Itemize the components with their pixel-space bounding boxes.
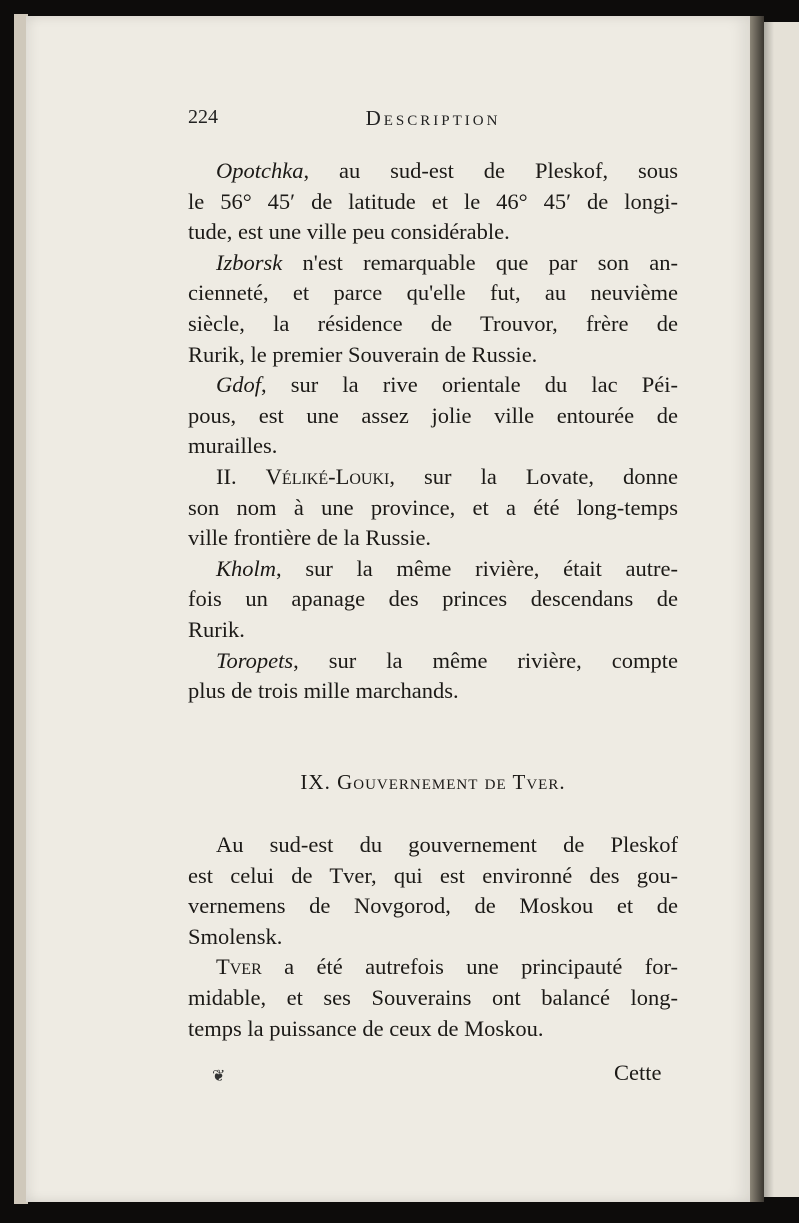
text-segment: vernemens de Novgorod, de Moskou et de	[188, 893, 678, 919]
text-segment: Au sud-est du gouvernement de Pleskof	[216, 832, 678, 857]
text-line	[188, 952, 678, 982]
page-gutter	[750, 16, 764, 1202]
text-line	[188, 983, 678, 1013]
text-line	[188, 156, 678, 186]
place-name: Toropets	[216, 647, 294, 673]
text-segment: plus de trois mille marchands.	[188, 678, 459, 704]
place-name: Gdof	[216, 372, 261, 398]
text-segment: n'est remarquable que par son an-	[282, 249, 678, 275]
text-segment: a été autrefois une principauté for-	[261, 954, 678, 980]
text-segment: Smolensk.	[188, 923, 283, 949]
text-segment: fois un apanage des princes descendans de	[188, 586, 678, 612]
text-segment: est celui de Tver, qui est environné des gou-	[188, 862, 678, 888]
printer-mark: ❦	[212, 1068, 226, 1085]
text-segment: , sur la Lovate, donne	[389, 464, 678, 489]
running-title: Description	[365, 106, 501, 130]
text-line	[188, 615, 678, 645]
place-name-smallcaps: Véliké-Louki	[265, 464, 390, 489]
facing-page-shadow	[764, 22, 774, 1197]
text-segment: temps la puissance de ceux de Moskou.	[188, 1015, 544, 1041]
page-number: 224	[188, 106, 218, 128]
text-segment: II.	[216, 464, 266, 489]
text-segment: ville frontière de la Russie.	[188, 525, 432, 551]
text-line	[188, 523, 678, 553]
text-segment: siècle, la résidence de Trouvor, frère de	[188, 311, 678, 336]
text-line	[188, 1014, 678, 1044]
text-segment: , au sud-est de Pleskof, sous	[303, 158, 678, 183]
section-heading: IX. Gouvernement de Tver.	[300, 770, 566, 794]
text-segment: le 56° 45′ de latitude et le 46° 45′ de longi-	[188, 188, 678, 214]
text-segment: pous, est une assez jolie ville entourée de	[188, 402, 678, 428]
text-line	[188, 891, 678, 921]
text-line	[188, 584, 678, 614]
text-segment: murailles.	[188, 433, 278, 459]
text-segment: , sur la même rivière, compte	[293, 647, 678, 673]
place-name: Izborsk	[216, 249, 283, 275]
text-line	[188, 830, 678, 860]
place-name: Opotchka	[216, 158, 304, 183]
text-segment: Rurik, le premier Souverain de Russie.	[188, 341, 538, 367]
text-line	[188, 401, 678, 431]
text-line	[188, 676, 678, 706]
text-line	[188, 554, 678, 584]
text-segment: , sur la même rivière, était autre-	[276, 555, 678, 581]
running-head	[188, 106, 678, 136]
text-segment: Rurik.	[188, 617, 245, 642]
text-segment: tude, est une ville peu considérable.	[188, 219, 510, 245]
place-name-smallcaps: Tver	[216, 954, 262, 980]
text-line	[188, 217, 678, 247]
text-line	[188, 187, 678, 217]
place-name: Kholm	[216, 555, 277, 581]
text-segment: , sur la rive orientale du lac Péi-	[261, 372, 678, 398]
text-line	[188, 646, 678, 676]
text-segment: midable, et ses Souverains ont balancé long-	[188, 985, 678, 1010]
text-line	[188, 462, 678, 492]
catchword: Cette	[614, 1060, 662, 1085]
text-line	[188, 248, 678, 278]
text-line	[188, 431, 678, 461]
text-line	[188, 493, 678, 523]
text-segment: son nom à une province, et a été long-temps	[188, 494, 678, 520]
text-line	[188, 922, 678, 952]
text-line	[188, 340, 678, 370]
text-line	[188, 309, 678, 339]
text-line	[188, 370, 678, 400]
text-line	[188, 278, 678, 308]
text-segment: cienneté, et parce qu'elle fut, au neuvième	[188, 280, 678, 306]
text-line	[188, 861, 678, 891]
